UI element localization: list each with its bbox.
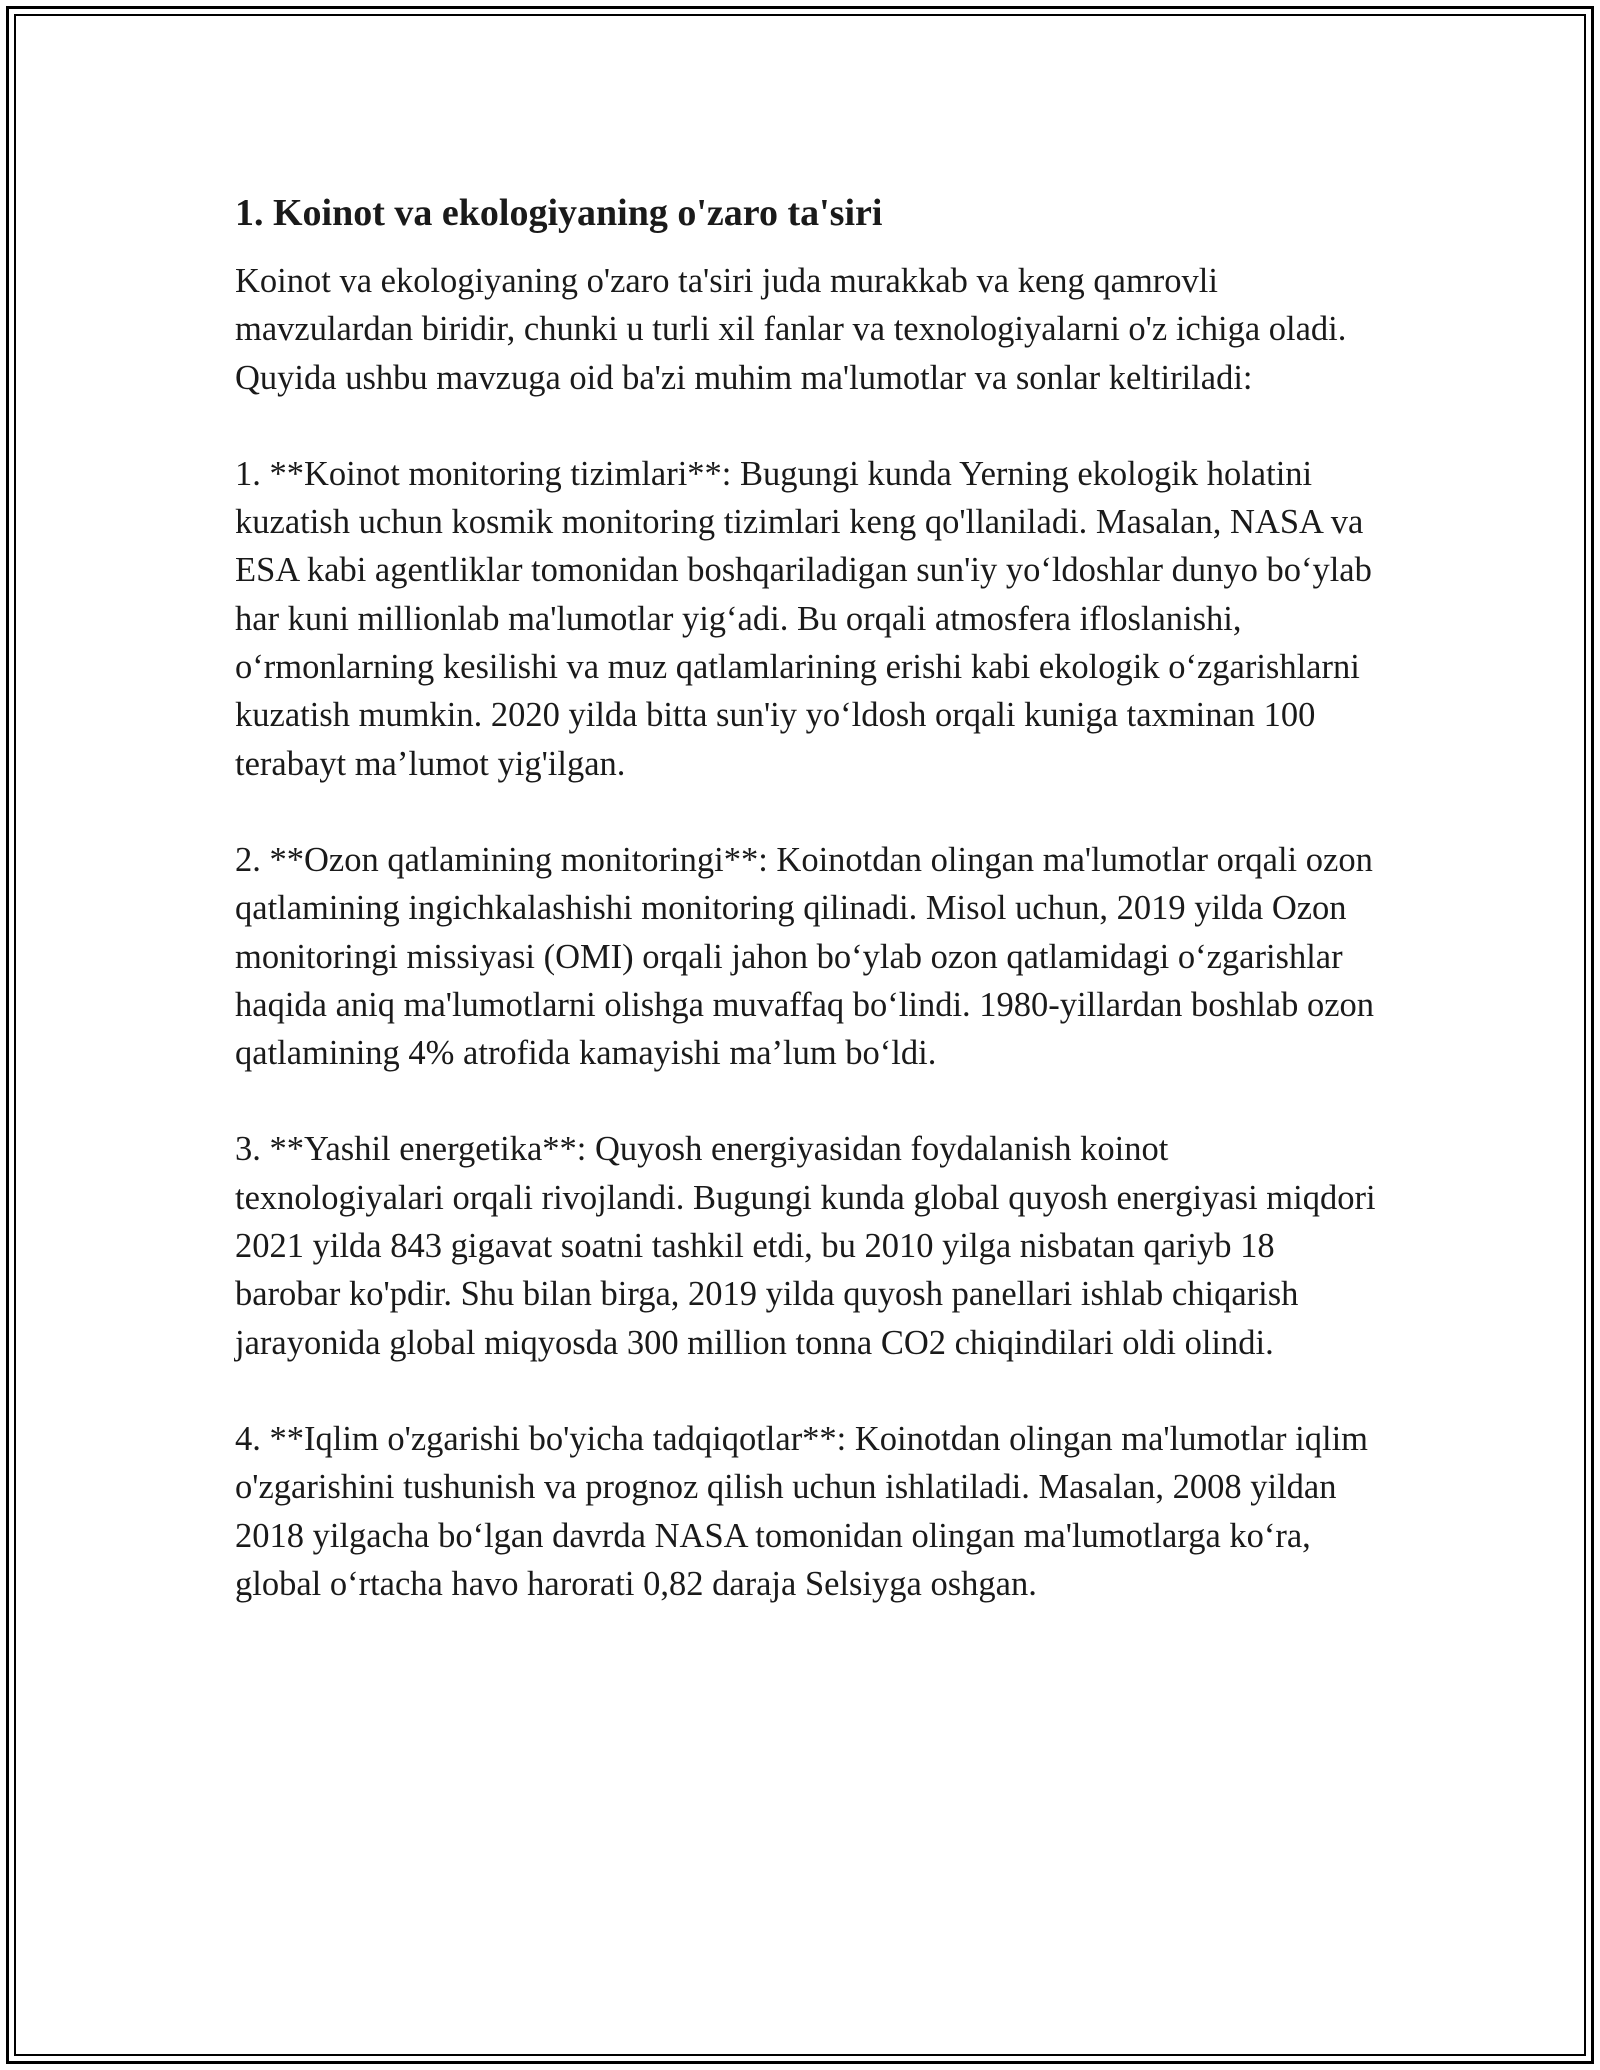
paragraph-green-energy: 3. **Yashil energetika**: Quyosh energiyasidan foydalanish koinot texnologiyalari orqali rivojlandi. Bugungi kunda global quyosh energiyasi miqdori 2021 yilda 843 gigavat soatni tashkil etdi, bu 2010 yilga nisbatan qariyb 18 barobar ko'pdir. Shu bilan birga, 2019 yilda quyosh panellari ishlab chiqarish jarayonida global miqyosda 300 million tonna CO2 chiqindilari oldi olindi. (235, 1130, 1376, 1362)
paragraph-ozone-monitoring: 2. **Ozon qatlamining monitoringi**: Koinotdan olingan ma'lumotlar orqali ozon qatlamining ingichkalashishi monitoring qilinadi. Misol uchun, 2019 yilda Ozon monitoringi missiyasi (OMI) orqali jahon bo‘ylab ozon qatlamidagi o‘zgarishlar haqida aniq ma'lumotlarni olishga muvaffaq bo‘lindi. 1980-yillardan boshlab ozon qatlamining 4% atrofida kamayishi ma’lum bo‘ldi. (235, 840, 1375, 1073)
section-heading: 1. Koinot va ekologiyaning o'zaro ta'siri (235, 192, 883, 234)
paragraph-space-monitoring: 1. **Koinot monitoring tizimlari**: Bugungi kunda Yerning ekologik holatini kuzatish uchun kosmik monitoring tizimlari keng qo'llaniladi. Masalan, NASA va ESA kabi agentliklar tomonidan boshqariladigan sun'iy yo‘ldoshlar dunyo bo‘ylab har kuni millionlab ma'lumotlar yig‘adi. Bu orqali atmosfera ifloslanishi, o‘rmonlarning kesilishi va muz qatlamlarining erishi kabi ekologik o‘zgarishlarni kuzatish mumkin. 2020 yilda bitta sun'iy yo‘ldosh orqali kuniga taxminan 100 terabayt ma’lumot yig'ilgan. (235, 454, 1372, 783)
document-body (235, 185, 1385, 1656)
paragraph-climate-research: 4. **Iqlim o'zgarishi bo'yicha tadqiqotlar**: Koinotdan olingan ma'lumotlar iqlim o'zgarishini tushunish va prognoz qilish uchun ishlatiladi. Masalan, 2008 yildan 2018 yilgacha bo‘lgan davrda NASA tomonidan olingan ma'lumotlarga ko‘ra, global o‘rtacha havo harorati 0,82 daraja Selsiyga oshgan. (235, 1419, 1368, 1603)
intro-paragraph: Koinot va ekologiyaning o'zaro ta'siri juda murakkab va keng qamrovli mavzulardan biridir, chunki u turli xil fanlar va texnologiyalarni o'z ichiga oladi. Quyida ushbu mavzuga oid ba'zi muhim ma'lumotlar va sonlar keltiriladi: (235, 262, 1347, 397)
